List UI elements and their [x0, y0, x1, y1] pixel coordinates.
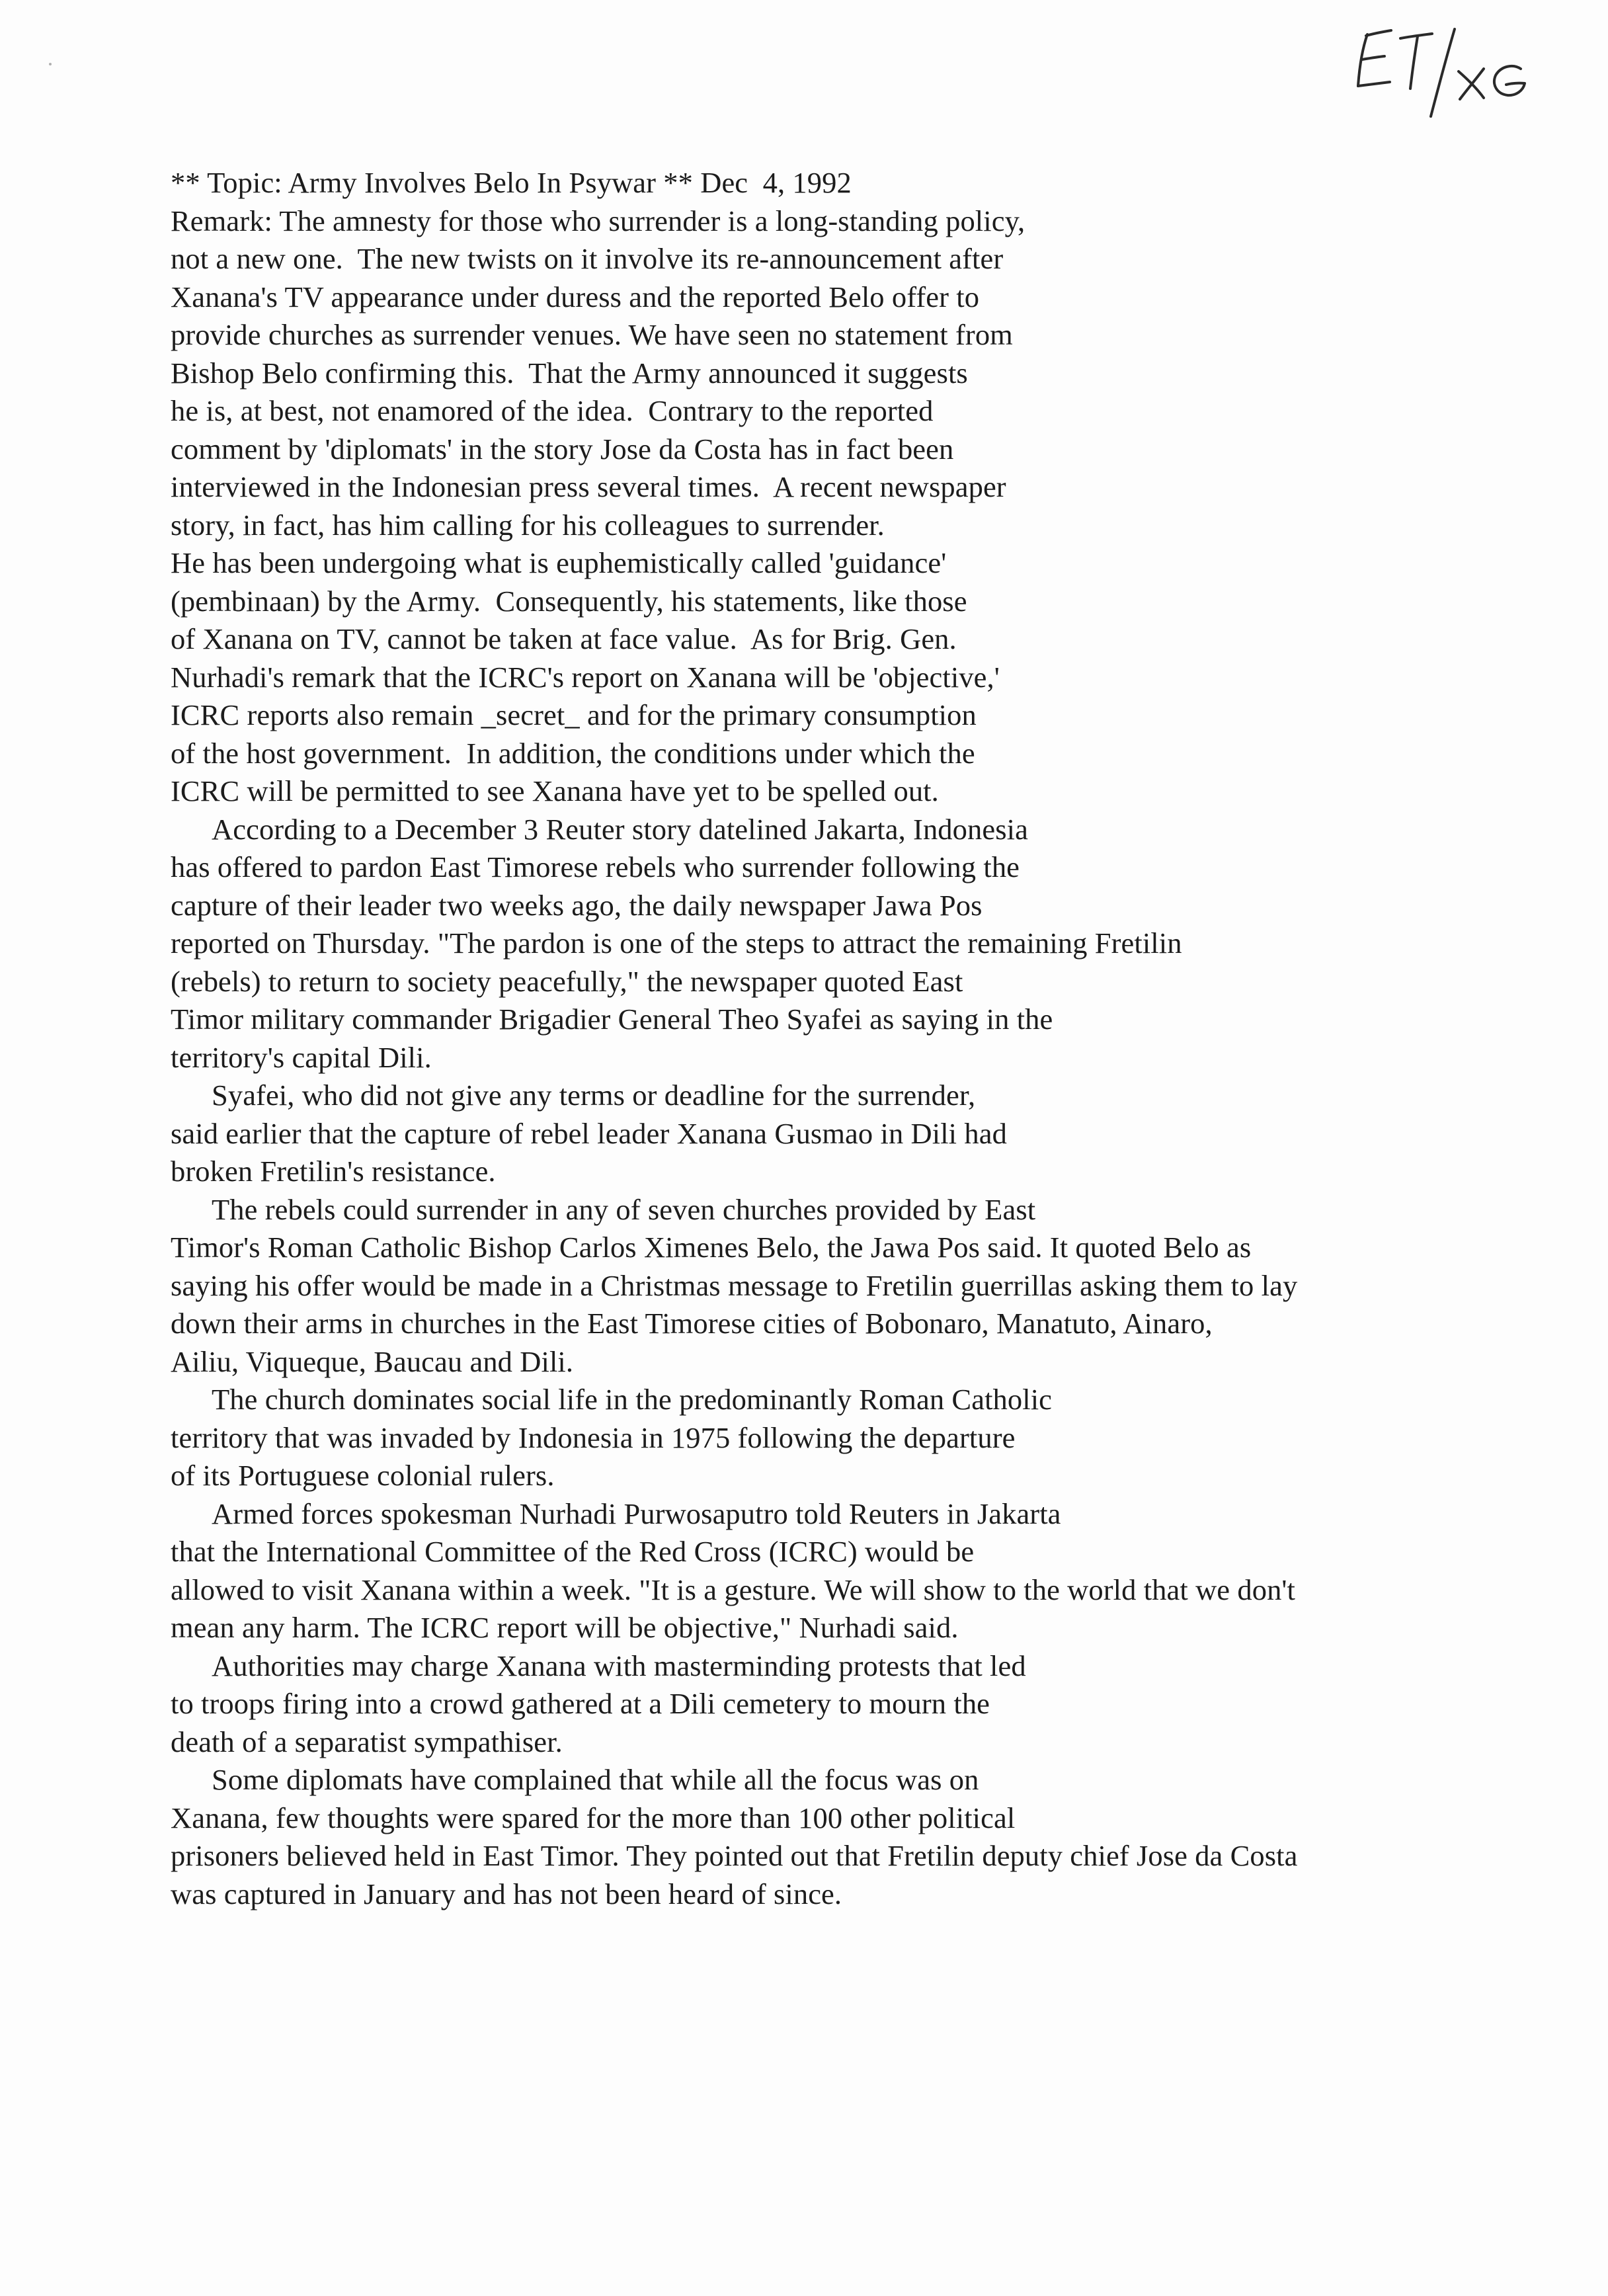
text-line: territory that was invaded by Indonesia in 1975 following the departure	[171, 1420, 1016, 1454]
document-body	[171, 164, 1566, 1913]
text-line: prisoners believed held in East Timor. They pointed out that Fretilin deputy chief Jose da Costa	[171, 1839, 1298, 1872]
text-line: Some diplomats have complained that while all the focus was on	[212, 1763, 979, 1796]
text-line: that the International Committee of the Red Cross (ICRC) would be	[171, 1535, 975, 1568]
text-line: provide churches as surrender venues. We have seen no statement from	[171, 318, 1013, 351]
text-line: The rebels could surrender in any of seven churches provided by East	[212, 1192, 1036, 1226]
text-line: Authorities may charge Xanana with masterminding protests that led	[212, 1649, 1026, 1682]
text-line: allowed to visit Xanana within a week. "It is a gesture. We will show to the world that we don't	[171, 1573, 1296, 1606]
text-line: story, in fact, has him calling for his colleagues to surrender.	[171, 508, 885, 542]
text-line: comment by 'diplomats' in the story Jose da Costa has in fact been	[171, 432, 954, 466]
text-line: of Xanana on TV, cannot be taken at face value. As for Brig. Gen.	[171, 622, 957, 655]
handwritten-annotation	[1342, 20, 1554, 119]
scan-speck	[49, 63, 52, 65]
text-line: capture of their leader two weeks ago, the daily newspaper Jawa Pos	[171, 888, 983, 922]
text-line: was captured in January and has not been heard of since.	[171, 1877, 842, 1910]
text-line: down their arms in churches in the East Timorese cities of Bobonaro, Manatuto, Ainaro,	[171, 1307, 1213, 1340]
text-line: reported on Thursday. "The pardon is one of the steps to attract the remaining Fretilin	[171, 926, 1182, 960]
text-line: ICRC will be permitted to see Xanana have yet to be spelled out.	[171, 774, 939, 807]
text-line: ICRC reports also remain _secret_ and for the primary consumption	[171, 698, 977, 731]
text-line: Bishop Belo confirming this. That the Army announced it suggests	[171, 356, 968, 390]
text-line: Ailiu, Viqueque, Baucau and Dili.	[171, 1344, 574, 1378]
text-line: mean any harm. The ICRC report will be objective," Nurhadi said.	[171, 1611, 959, 1644]
text-line: Xanana's TV appearance under duress and the reported Belo offer to	[171, 280, 980, 313]
text-line: Armed forces spokesman Nurhadi Purwosaputro told Reuters in Jakarta	[212, 1496, 1061, 1530]
text-line: saying his offer would be made in a Christmas message to Fretilin guerrillas asking them to lay	[171, 1268, 1298, 1302]
text-line: Remark: The amnesty for those who surrender is a long-standing policy,	[171, 204, 1025, 237]
text-line: not a new one. The new twists on it involve its re-announcement after	[171, 242, 1004, 275]
text-line: interviewed in the Indonesian press several times. A recent newspaper	[171, 470, 1006, 503]
text-line: broken Fretilin's resistance.	[171, 1155, 496, 1188]
text-line: Syafei, who did not give any terms or deadline for the surrender,	[212, 1079, 976, 1112]
text-line: The church dominates social life in the predominantly Roman Catholic	[212, 1383, 1053, 1416]
text-line: to troops firing into a crowd gathered at a Dili cemetery to mourn the	[171, 1687, 990, 1720]
text-line: Timor military commander Brigadier General Theo Syafei as saying in the	[171, 1003, 1053, 1036]
text-line: Nurhadi's remark that the ICRC's report on Xanana will be 'objective,'	[171, 660, 1000, 694]
text-line: (pembinaan) by the Army. Consequently, his statements, like those	[171, 584, 967, 618]
text-line: (rebels) to return to society peacefully," the newspaper quoted East	[171, 964, 963, 998]
text-line: He has been undergoing what is euphemistically called 'guidance'	[171, 546, 947, 579]
text-line: of the host government. In addition, the conditions under which the	[171, 736, 975, 770]
text-line: has offered to pardon East Timorese rebels who surrender following the	[171, 850, 1020, 883]
text-line: According to a December 3 Reuter story datelined Jakarta, Indonesia	[212, 812, 1028, 846]
text-line: said earlier that the capture of rebel leader Xanana Gusmao in Dili had	[171, 1116, 1007, 1150]
text-line: territory's capital Dili.	[171, 1040, 432, 1074]
text-line: of its Portuguese colonial rulers.	[171, 1459, 555, 1492]
text-line: ** Topic: Army Involves Belo In Psywar ** Dec 4, 1992	[171, 166, 852, 199]
text-line: Xanana, few thoughts were spared for the more than 100 other political	[171, 1801, 1016, 1834]
text-line: death of a separatist sympathiser.	[171, 1725, 563, 1758]
text-line: Timor's Roman Catholic Bishop Carlos Ximenes Belo, the Jawa Pos said. It quoted Belo as	[171, 1231, 1252, 1264]
text-line: he is, at best, not enamored of the idea. Contrary to the reported	[171, 394, 934, 427]
handwritten-annotation-drawing	[1342, 20, 1554, 119]
